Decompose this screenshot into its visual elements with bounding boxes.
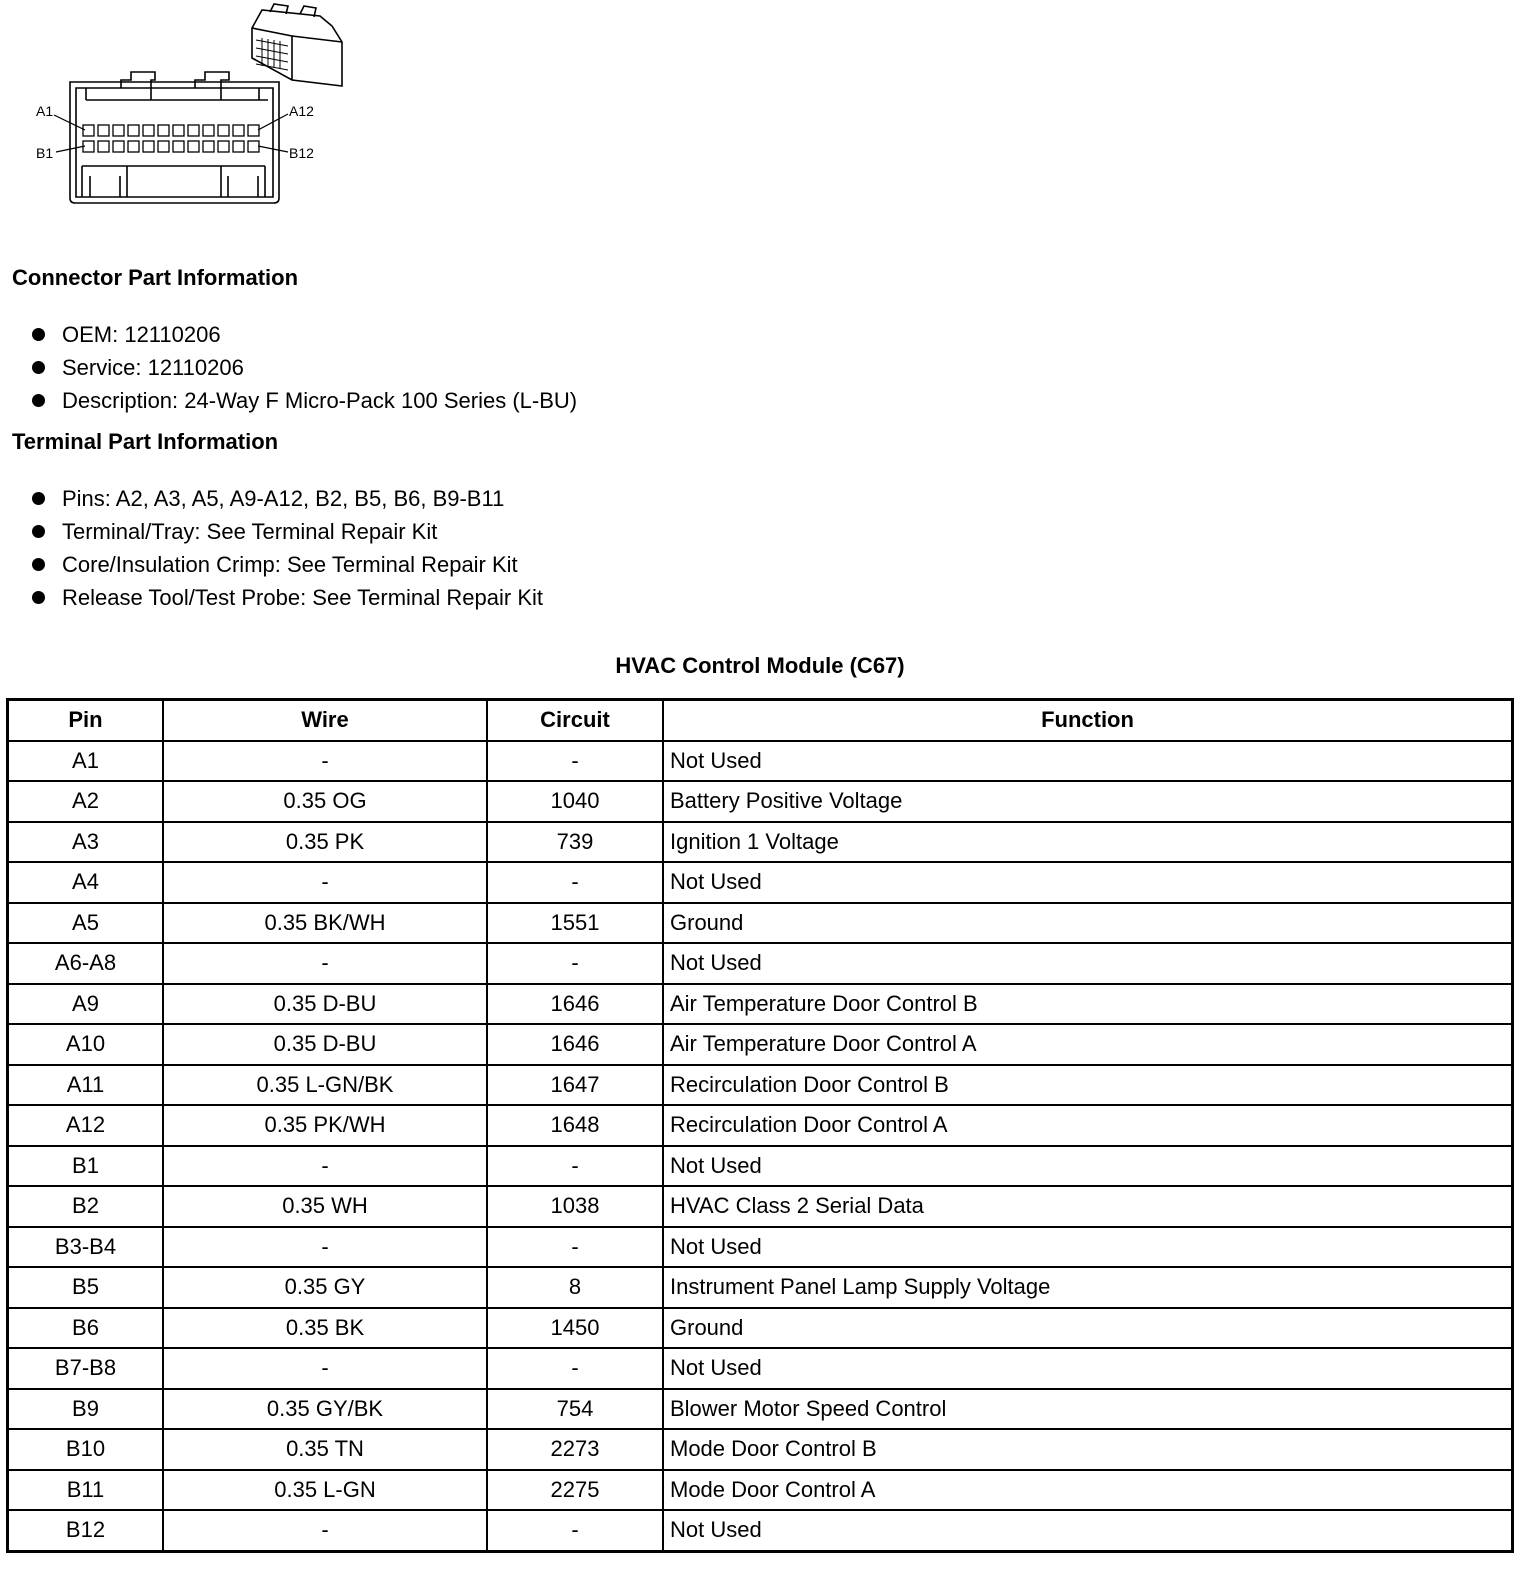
cell-pin: A10	[8, 1024, 164, 1065]
table-row	[8, 943, 1513, 984]
cell-circuit: 2273	[487, 1429, 663, 1470]
cell-function: Not Used	[663, 1146, 1513, 1187]
cell-pin: B12	[8, 1510, 164, 1551]
cell-function: HVAC Class 2 Serial Data	[663, 1186, 1513, 1227]
table-body	[8, 741, 1513, 1552]
table-row	[8, 1470, 1513, 1511]
table-row	[8, 1105, 1513, 1146]
cell-wire: 0.35 L-GN	[163, 1470, 487, 1511]
cell-pin: A9	[8, 984, 164, 1025]
connector-info-heading: Connector Part Information	[12, 265, 299, 290]
cell-function: Ignition 1 Voltage	[663, 822, 1513, 863]
cell-function: Ground	[663, 903, 1513, 944]
cell-circuit: 1647	[487, 1065, 663, 1106]
table-row	[8, 1308, 1513, 1349]
cell-pin: A3	[8, 822, 164, 863]
cell-wire: 0.35 D-BU	[163, 984, 487, 1025]
terminal-info-heading: Terminal Part Information	[12, 429, 279, 454]
cell-function: Battery Positive Voltage	[663, 781, 1513, 822]
cavity-row-b	[83, 141, 259, 152]
table-row	[8, 984, 1513, 1025]
table-row	[8, 1227, 1513, 1268]
cell-circuit: 1040	[487, 781, 663, 822]
bullet-icon	[32, 558, 45, 571]
cell-wire: -	[163, 1510, 487, 1551]
cell-wire: 0.35 D-BU	[163, 1024, 487, 1065]
bullet-icon	[32, 591, 45, 604]
table-row	[8, 1065, 1513, 1106]
label-b1: B1	[36, 145, 54, 161]
cell-circuit: -	[487, 741, 663, 782]
table-row	[8, 822, 1513, 863]
bullet-icon	[32, 328, 45, 341]
pinout-table	[6, 698, 1514, 1553]
cell-wire: 0.35 GY/BK	[163, 1389, 487, 1430]
list-item: Release Tool/Test Probe: See Terminal Repair Kit	[30, 581, 543, 614]
table-row	[8, 1348, 1513, 1389]
cell-function: Recirculation Door Control B	[663, 1065, 1513, 1106]
cell-wire: 0.35 L-GN/BK	[163, 1065, 487, 1106]
connector-diagram	[30, 0, 360, 215]
table-row	[8, 1510, 1513, 1551]
cell-function: Not Used	[663, 943, 1513, 984]
bullet-icon	[32, 525, 45, 538]
bullet-icon	[32, 492, 45, 505]
cell-wire: 0.35 OG	[163, 781, 487, 822]
cell-pin: A1	[8, 741, 164, 782]
connector-housing	[70, 72, 279, 203]
cell-pin: B5	[8, 1267, 164, 1308]
cell-wire: 0.35 PK/WH	[163, 1105, 487, 1146]
cell-pin: A12	[8, 1105, 164, 1146]
cell-pin: A4	[8, 862, 164, 903]
list-item: Service: 12110206	[30, 351, 577, 384]
header-function: Function	[663, 700, 1513, 741]
cell-wire: 0.35 GY	[163, 1267, 487, 1308]
cell-function: Recirculation Door Control A	[663, 1105, 1513, 1146]
cell-pin: B7-B8	[8, 1348, 164, 1389]
connector-3d-icon	[252, 4, 342, 86]
cell-circuit: 2275	[487, 1470, 663, 1511]
cell-pin: A2	[8, 781, 164, 822]
cell-wire: 0.35 BK	[163, 1308, 487, 1349]
cell-circuit: 8	[487, 1267, 663, 1308]
cell-pin: B9	[8, 1389, 164, 1430]
cell-pin: B6	[8, 1308, 164, 1349]
list-item: OEM: 12110206	[30, 318, 577, 351]
table-row	[8, 903, 1513, 944]
header-circuit: Circuit	[487, 700, 663, 741]
cell-pin: B11	[8, 1470, 164, 1511]
cell-wire: 0.35 PK	[163, 822, 487, 863]
cell-pin: A6-A8	[8, 943, 164, 984]
cell-pin: B10	[8, 1429, 164, 1470]
header-wire: Wire	[163, 700, 487, 741]
cell-pin: A11	[8, 1065, 164, 1106]
cell-circuit: 754	[487, 1389, 663, 1430]
cell-wire: 0.35 TN	[163, 1429, 487, 1470]
list-item: Description: 24-Way F Micro-Pack 100 Series (L-BU)	[30, 384, 577, 417]
cell-wire: -	[163, 862, 487, 903]
cell-function: Not Used	[663, 741, 1513, 782]
table-row	[8, 1389, 1513, 1430]
cell-circuit: 1646	[487, 984, 663, 1025]
cell-wire: -	[163, 1227, 487, 1268]
cell-function: Mode Door Control B	[663, 1429, 1513, 1470]
cell-function: Not Used	[663, 1348, 1513, 1389]
label-b12: B12	[289, 145, 314, 161]
bullet-icon	[32, 394, 45, 407]
table-row	[8, 862, 1513, 903]
cavity-row-a	[83, 125, 259, 136]
cell-pin: A5	[8, 903, 164, 944]
table-row	[8, 1024, 1513, 1065]
cell-function: Instrument Panel Lamp Supply Voltage	[663, 1267, 1513, 1308]
bullet-icon	[32, 361, 45, 374]
cell-circuit: -	[487, 1146, 663, 1187]
label-a12: A12	[289, 103, 314, 119]
cell-wire: -	[163, 1146, 487, 1187]
list-item: Core/Insulation Crimp: See Terminal Repair Kit	[30, 548, 543, 581]
table-row	[8, 781, 1513, 822]
cell-circuit: 1551	[487, 903, 663, 944]
table-title: HVAC Control Module (C67)	[615, 653, 905, 678]
list-item: Pins: A2, A3, A5, A9-A12, B2, B5, B6, B9-B11	[30, 482, 543, 515]
cell-circuit: -	[487, 1348, 663, 1389]
cell-function: Blower Motor Speed Control	[663, 1389, 1513, 1430]
cell-circuit: 739	[487, 822, 663, 863]
cell-circuit: -	[487, 862, 663, 903]
cell-function: Not Used	[663, 1227, 1513, 1268]
cell-wire: 0.35 BK/WH	[163, 903, 487, 944]
cell-function: Air Temperature Door Control B	[663, 984, 1513, 1025]
table-header-row	[8, 700, 1513, 741]
table-row	[8, 741, 1513, 782]
table-row	[8, 1186, 1513, 1227]
table-row	[8, 1267, 1513, 1308]
list-item: Terminal/Tray: See Terminal Repair Kit	[30, 515, 543, 548]
cell-function: Not Used	[663, 1510, 1513, 1551]
cell-wire: -	[163, 943, 487, 984]
cell-circuit: -	[487, 1510, 663, 1551]
terminal-info-list	[30, 482, 543, 614]
cell-wire: -	[163, 741, 487, 782]
cell-circuit: -	[487, 943, 663, 984]
cell-circuit: -	[487, 1227, 663, 1268]
cell-pin: B2	[8, 1186, 164, 1227]
cell-wire: -	[163, 1348, 487, 1389]
cell-function: Not Used	[663, 862, 1513, 903]
cell-pin: B3-B4	[8, 1227, 164, 1268]
cell-function: Ground	[663, 1308, 1513, 1349]
connector-info-list	[30, 318, 577, 417]
cell-circuit: 1646	[487, 1024, 663, 1065]
cell-wire: 0.35 WH	[163, 1186, 487, 1227]
cell-circuit: 1038	[487, 1186, 663, 1227]
cell-circuit: 1648	[487, 1105, 663, 1146]
cell-circuit: 1450	[487, 1308, 663, 1349]
cell-function: Mode Door Control A	[663, 1470, 1513, 1511]
table-row	[8, 1146, 1513, 1187]
header-pin: Pin	[8, 700, 164, 741]
label-a1: A1	[36, 103, 54, 119]
table-row	[8, 1429, 1513, 1470]
cell-function: Air Temperature Door Control A	[663, 1024, 1513, 1065]
cell-pin: B1	[8, 1146, 164, 1187]
